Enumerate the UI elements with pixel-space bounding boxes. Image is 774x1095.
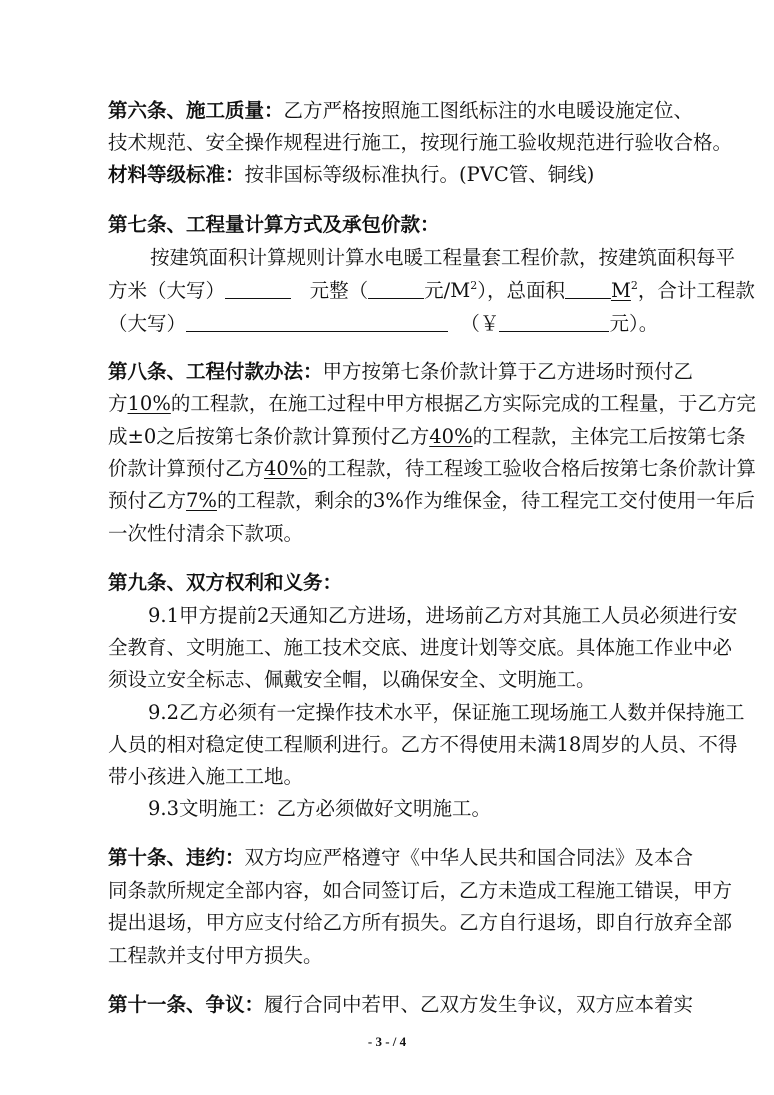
article-6-line-2: 技术规范、安全操作规程进行施工，按现行施工验收规范进行验收合格。 <box>108 131 733 154</box>
article-7-line-3 <box>108 313 658 334</box>
yuan-per-sqm-unit: 元/M <box>424 279 471 302</box>
total-area-label: ），总面积 <box>477 279 565 302</box>
percent-40-a: 40% <box>429 425 473 448</box>
article-8-text-3a: 成±0之后按第七条价款计算预付乙方 <box>108 425 430 448</box>
article-9-1-line-1: 9.1甲方提前2天通知乙方进场，进场前乙方对其施工人员必须进行安 <box>148 604 738 627</box>
price-per-sqm-label: 方米（大写） <box>108 279 226 302</box>
article-10-line-1 <box>108 848 693 868</box>
article-8-line-4 <box>108 459 756 479</box>
article-8-line-1 <box>108 362 693 382</box>
article-9-3-line: 9.3文明施工：乙方必须做好文明施工。 <box>148 797 492 820</box>
material-standard-text: 按非国标等级标准执行。(PVC管、铜线) <box>244 163 595 186</box>
yuan-end-label: 元）。 <box>609 312 659 335</box>
sqm-unit: M <box>610 279 631 302</box>
article-9-1-line-2: 全教育、文明施工、施工技术交底、进度计划等交底。具体施工作业中必 <box>108 636 733 659</box>
total-amount-blank <box>499 313 609 332</box>
article-9-2-line-1: 9.2乙方必须有一定操作技术水平，保证施工现场施工人数并保持施工 <box>148 701 745 724</box>
article-9-title: 第九条、双方权利和义务： <box>108 571 343 594</box>
uppercase-label: （大写） <box>108 312 187 335</box>
percent-10: 10% <box>127 392 171 415</box>
article-7-title: 第七条、工程量计算方式及承包价款： <box>108 213 440 236</box>
total-area-blank <box>565 280 611 299</box>
article-8-text-2a: 方 <box>108 392 128 415</box>
article-8-text-4b: 的工程款，待工程竣工验收合格后按第七条价款计算 <box>307 457 756 480</box>
article-8-text-3b: 的工程款，主体完工后按第七条 <box>472 425 746 448</box>
article-8-text-4a: 价款计算预付乙方 <box>108 457 265 480</box>
price-uppercase-blank <box>225 280 291 299</box>
article-10-line-3: 提出退场，甲方应支付给乙方所有损失。乙方自行退场，即自行放弃全部 <box>108 911 733 934</box>
article-8-text-5a: 预付乙方 <box>108 489 187 512</box>
article-8-line-2 <box>108 394 756 414</box>
article-11-text-1: 履行合同中若甲、乙双方发生争议，双方应本着实 <box>264 993 694 1016</box>
article-8-text-2b: 的工程款，在施工过程中甲方根据乙方实际完成的工程量，于乙方完 <box>170 392 756 415</box>
page-number: - 3 - / 4 <box>367 1034 407 1049</box>
article-8-text-1: 甲方按第七条价款计算于乙方进场时预付乙 <box>322 360 694 383</box>
article-6-title: 第六条、施工质量： <box>108 99 284 122</box>
article-11-title: 第十一条、争议： <box>108 993 265 1016</box>
yen-label: （￥ <box>460 312 500 335</box>
sqm-superscript: 2 <box>470 279 478 292</box>
sqm-superscript-2: 2 <box>630 279 638 292</box>
article-9-2-line-3: 带小孩进入施工工地。 <box>108 765 304 788</box>
article-8-line-5 <box>108 491 755 511</box>
material-standard-label: 材料等级标准： <box>108 163 245 186</box>
article-10-text-1: 双方均应严格遵守《中华人民共和国合同法》及本合 <box>244 846 694 869</box>
percent-40-b: 40% <box>264 457 308 480</box>
article-11-line-1 <box>108 995 693 1015</box>
article-9-2-line-2: 人员的相对稳定使工程顺利进行。乙方不得使用未满18周岁的人员、不得 <box>108 733 738 756</box>
article-7-line-2 <box>108 280 755 301</box>
article-10-line-4: 工程款并支付甲方损失。 <box>108 944 323 967</box>
price-per-sqm-blank <box>368 280 424 299</box>
total-price-label: ，合计工程款 <box>637 279 755 302</box>
yuan-label: 元整（ <box>309 279 369 302</box>
article-10-line-2: 同条款所规定全部内容，如合同签订后，乙方未造成工程施工错误，甲方 <box>108 879 733 902</box>
article-8-text-5b: 的工程款，剩余的3%作为维保金，待工程完工交付使用一年后 <box>216 489 755 512</box>
article-10-title: 第十条、违约： <box>108 846 245 869</box>
article-8-line-3 <box>108 427 746 447</box>
article-9-1-line-3: 须设立安全标志、佩戴安全帽，以确保安全、文明施工。 <box>108 668 596 691</box>
article-7-line-1: 按建筑面积计算规则计算水电暖工程量套工程价款，按建筑面积每平 <box>150 246 736 269</box>
article-8-line-6: 一次性付清余下款项。 <box>108 522 304 545</box>
article-8-title: 第八条、工程付款办法： <box>108 360 323 383</box>
article-6-line-1 <box>108 101 693 121</box>
total-uppercase-blank <box>186 313 448 332</box>
article-6-text: 乙方严格按照施工图纸标注的水电暖设施定位、 <box>283 99 694 122</box>
percent-7: 7% <box>186 489 217 512</box>
article-6-line-3 <box>108 165 594 185</box>
